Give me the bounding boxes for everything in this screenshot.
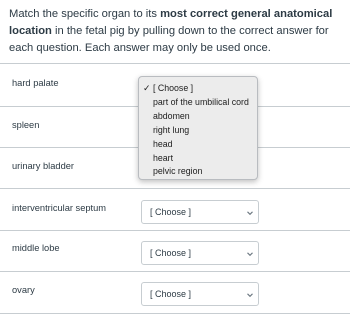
divider bbox=[0, 271, 350, 272]
chevron-down-icon bbox=[246, 209, 254, 217]
chevron-down-icon bbox=[246, 291, 254, 299]
select-value: [ Choose ] bbox=[150, 289, 192, 299]
chevron-down-icon bbox=[246, 250, 254, 258]
row-label-interventricular-septum: interventricular septum bbox=[12, 203, 107, 213]
dropdown-option-heart[interactable]: heart bbox=[153, 153, 174, 163]
row-label-middle-lobe: middle lobe bbox=[12, 243, 60, 253]
divider bbox=[0, 230, 350, 231]
answer-dropdown-menu-hard-palate[interactable] bbox=[138, 76, 258, 180]
select-value: [ Choose ] bbox=[150, 207, 192, 217]
row-label-ovary: ovary bbox=[12, 285, 35, 295]
instructions-text-2: in the fetal pig by pulling down to the correct answer for each question. Each answer may only be used once. bbox=[9, 25, 329, 54]
dropdown-option-abdomen[interactable]: abdomen bbox=[153, 111, 190, 121]
answer-select-interventricular-septum[interactable] bbox=[141, 200, 259, 224]
instructions-bold: most correct general anatomical location bbox=[9, 8, 333, 37]
question-instructions bbox=[9, 6, 343, 57]
row-label-urinary-bladder: urinary bladder bbox=[12, 161, 75, 171]
dropdown-option-pelvic-region[interactable]: pelvic region bbox=[153, 166, 203, 176]
select-value: [ Choose ] bbox=[150, 248, 192, 258]
check-icon: ✓ bbox=[143, 83, 151, 93]
row-label-spleen: spleen bbox=[12, 120, 40, 130]
row-label-hard-palate: hard palate bbox=[12, 78, 59, 88]
dropdown-option-umbilical-cord[interactable]: part of the umbilical cord bbox=[153, 97, 249, 107]
dropdown-option-right-lung[interactable]: right lung bbox=[153, 125, 190, 135]
divider bbox=[0, 188, 350, 189]
dropdown-option-choose[interactable]: [ Choose ] bbox=[153, 83, 194, 93]
dropdown-option-head[interactable]: head bbox=[153, 139, 173, 149]
divider bbox=[0, 313, 350, 314]
answer-select-middle-lobe[interactable] bbox=[141, 241, 259, 265]
answer-select-ovary[interactable] bbox=[141, 282, 259, 306]
divider bbox=[0, 63, 350, 64]
instructions-text-1: Match the specific organ to its bbox=[9, 8, 161, 20]
